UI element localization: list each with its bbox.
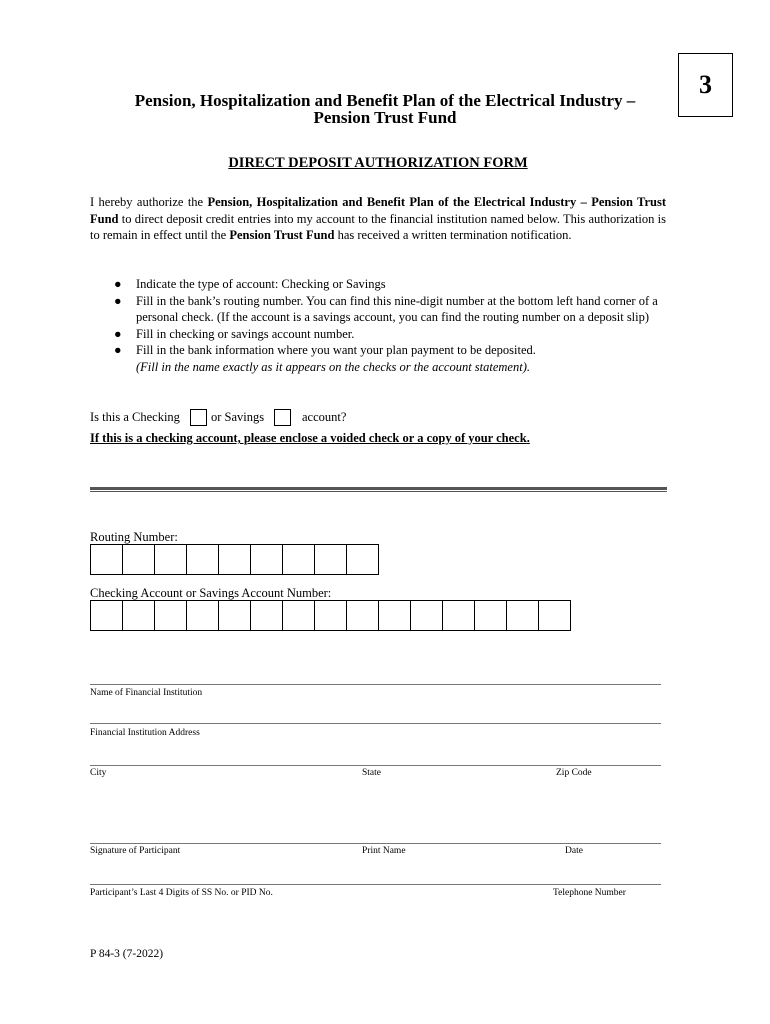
question-part-2: or Savings	[211, 410, 265, 424]
routing-digit-cell[interactable]	[186, 544, 219, 575]
account-digit-cell[interactable]	[442, 600, 475, 631]
routing-digit-cell[interactable]	[122, 544, 155, 575]
instruction-item: ● Indicate the type of account: Checking or Savings	[114, 277, 386, 291]
account-number-label: Checking Account or Savings Account Number:	[90, 586, 332, 600]
voided-check-note: If this is a checking account, please enclose a voided check or a copy of your check.	[90, 431, 530, 445]
account-digit-cell[interactable]	[250, 600, 283, 631]
ssn-label: Participant’s Last 4 Digits of SS No. or PID No.	[90, 888, 273, 898]
routing-number-input[interactable]	[90, 544, 378, 575]
instruction-note: (Fill in the name exactly as it appears on the checks or the account statement).	[136, 359, 530, 374]
institution-name-label: Name of Financial Institution	[90, 688, 203, 698]
routing-digit-cell[interactable]	[314, 544, 347, 575]
institution-address-line[interactable]	[90, 723, 661, 724]
intro-text-1: I hereby authorize the	[90, 195, 208, 209]
checking-checkbox[interactable]	[190, 409, 207, 426]
account-digit-cell[interactable]	[282, 600, 315, 631]
authorization-paragraph	[90, 194, 666, 244]
account-digit-cell[interactable]	[474, 600, 507, 631]
intro-plan-name: Pension, Hospitalization and Benefit Plan of the Electrical Industry – Pension Trust Fund	[90, 195, 666, 226]
intro-text-2: to direct deposit credit entries into my account to the financial institution named below. This authorization is to remain in effect until the	[90, 211, 666, 242]
account-digit-cell[interactable]	[346, 600, 379, 631]
account-digit-cell[interactable]	[506, 600, 539, 631]
account-digit-cell[interactable]	[90, 600, 123, 631]
section-divider	[90, 487, 667, 492]
account-digit-cell[interactable]	[410, 600, 443, 631]
account-digit-cell[interactable]	[538, 600, 571, 631]
routing-digit-cell[interactable]	[154, 544, 187, 575]
instruction-item: ● Fill in the bank information where you want your plan payment to be deposited.	[114, 343, 536, 357]
instruction-item: ● Fill in checking or savings account number.	[114, 326, 355, 341]
instruction-list	[110, 276, 670, 375]
account-digit-cell[interactable]	[218, 600, 251, 631]
account-digit-cell[interactable]	[122, 600, 155, 631]
account-digit-cell[interactable]	[314, 600, 347, 631]
account-digit-cell[interactable]	[154, 600, 187, 631]
savings-checkbox[interactable]	[274, 409, 291, 426]
account-number-input[interactable]	[90, 600, 570, 631]
routing-number-label: Routing Number:	[90, 530, 178, 544]
bullet-icon: ●	[114, 277, 122, 291]
print-name-label: Print Name	[362, 846, 406, 856]
account-digit-cell[interactable]	[186, 600, 219, 631]
zip-code-label: Zip Code	[556, 768, 592, 778]
city-label: City	[90, 768, 107, 778]
institution-address-label: Financial Institution Address	[90, 728, 200, 738]
routing-digit-cell[interactable]	[346, 544, 379, 575]
page-number-box	[678, 53, 733, 117]
document-title	[95, 92, 675, 126]
account-digit-cell[interactable]	[378, 600, 411, 631]
signature-label: Signature of Participant	[90, 846, 181, 856]
title-line-2: Pension Trust Fund	[313, 108, 457, 127]
page-number: 3	[699, 70, 712, 99]
form-code: P 84-3 (7-2022)	[90, 948, 164, 960]
date-label: Date	[565, 846, 583, 856]
question-part-3: account?	[302, 410, 347, 424]
city-state-zip-line[interactable]	[90, 765, 661, 766]
bullet-icon: ●	[114, 326, 122, 341]
telephone-label: Telephone Number	[553, 888, 626, 898]
question-part-1: Is this a Checking	[90, 410, 180, 424]
form-heading: DIRECT DEPOSIT AUTHORIZATION FORM	[228, 155, 528, 171]
state-label: State	[362, 768, 381, 778]
instruction-item: ● Fill in the bank’s routing number. You can find this nine-digit number at the bottom left hand corner of a personal check. (If the account is a savings account, you can find the routing number on a deposit slip)	[114, 293, 658, 324]
account-type-question	[90, 409, 450, 427]
intro-fund-name: Pension Trust Fund	[229, 228, 335, 242]
routing-digit-cell[interactable]	[218, 544, 251, 575]
routing-digit-cell[interactable]	[250, 544, 283, 575]
routing-digit-cell[interactable]	[282, 544, 315, 575]
ssn-telephone-line[interactable]	[90, 884, 661, 885]
bullet-icon: ●	[114, 343, 122, 357]
signature-line[interactable]	[90, 843, 661, 844]
bullet-icon: ●	[114, 293, 122, 308]
institution-name-line[interactable]	[90, 684, 661, 685]
title-line-1: Pension, Hospitalization and Benefit Plan of the Electrical Industry –	[134, 91, 636, 110]
routing-digit-cell[interactable]	[90, 544, 123, 575]
intro-text-3: has received a written termination notification.	[334, 228, 572, 242]
